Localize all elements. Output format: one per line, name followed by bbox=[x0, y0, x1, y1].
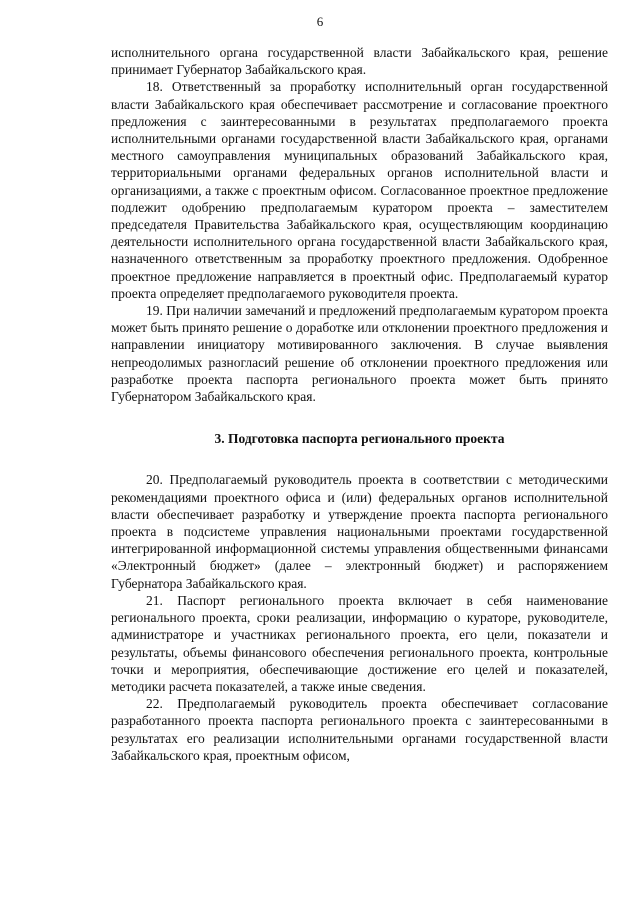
document-body bbox=[111, 44, 608, 764]
paragraph-18: 18. Ответственный за проработку исполнительный орган государственной власти Забайкальского края обеспечивает рассмотрение и согласование проектного предложения с заинтересованными в результатах предполагаемого проекта исполнительными органами государственной власти Забайкальского края, органами местного самоуправления муниципальных образований Забайкальского края, территориальными органами федеральных органов исполнительной власти и организациями, а также с проектным офисом. Согласованное проектное предложение подлежит одобрению предполагаемым куратором проекта – заместителем председателя Правительства Забайкальского края, осуществляющим координацию деятельности исполнительного органа государственной власти Забайкальского края, назначенного ответственным за проработку проектного предложения. Одобренное проектное предложение направляется в проектный офис. Предполагаемый куратор проекта определяет предполагаемого руководителя проекта. bbox=[111, 79, 608, 301]
paragraph-21: 21. Паспорт регионального проекта включает в себя наименование регионального проекта, сроки реализации, информацию о кураторе, руководителе, администраторе и участниках регионального проекта, его цели, показатели и результаты, объемы финансового обеспечения регионального проекта, контрольные точки и мероприятия, обеспечивающие достижение его целей и показателей, методики расчета показателей, а также иные сведения. bbox=[111, 592, 608, 694]
paragraph-continuation: исполнительного органа государственной власти Забайкальского края, решение принимает Губернатор Забайкальского края. bbox=[111, 45, 608, 78]
paragraph-22: 22. Предполагаемый руководитель проекта обеспечивает согласование разработанного проекта паспорта регионального проекта с заинтересованными в результатах его реализации исполнительными органами государственной власти Забайкальского края, проектным офисом, bbox=[111, 696, 608, 763]
paragraph-19: 19. При наличии замечаний и предложений предполагаемым куратором проекта может быть принято решение о доработке или отклонении проектного предложения и направлении инициатору мотивированного заключения. В случае выявления непреодолимых разногласий решение об отклонении проектного предложения или разработке проекта паспорта регионального проекта может быть принято Губернатором Забайкальского края. bbox=[111, 303, 608, 405]
page-number: 6 bbox=[316, 14, 324, 29]
paragraph-20: 20. Предполагаемый руководитель проекта в соответствии с методическими рекомендациями проектного офиса и (или) федеральных органов исполнительной власти обеспечивает разработку и утверждение проекта паспорта регионального проекта в подсистеме управления национальными проектами государственной интегрированной информационной системы управления общественными финансами «Электронный бюджет» (далее – электронный бюджет) и распоряжением Губернатора Забайкальского края. bbox=[111, 472, 608, 591]
section-heading: 3. Подготовка паспорта регионального проекта bbox=[214, 431, 505, 447]
